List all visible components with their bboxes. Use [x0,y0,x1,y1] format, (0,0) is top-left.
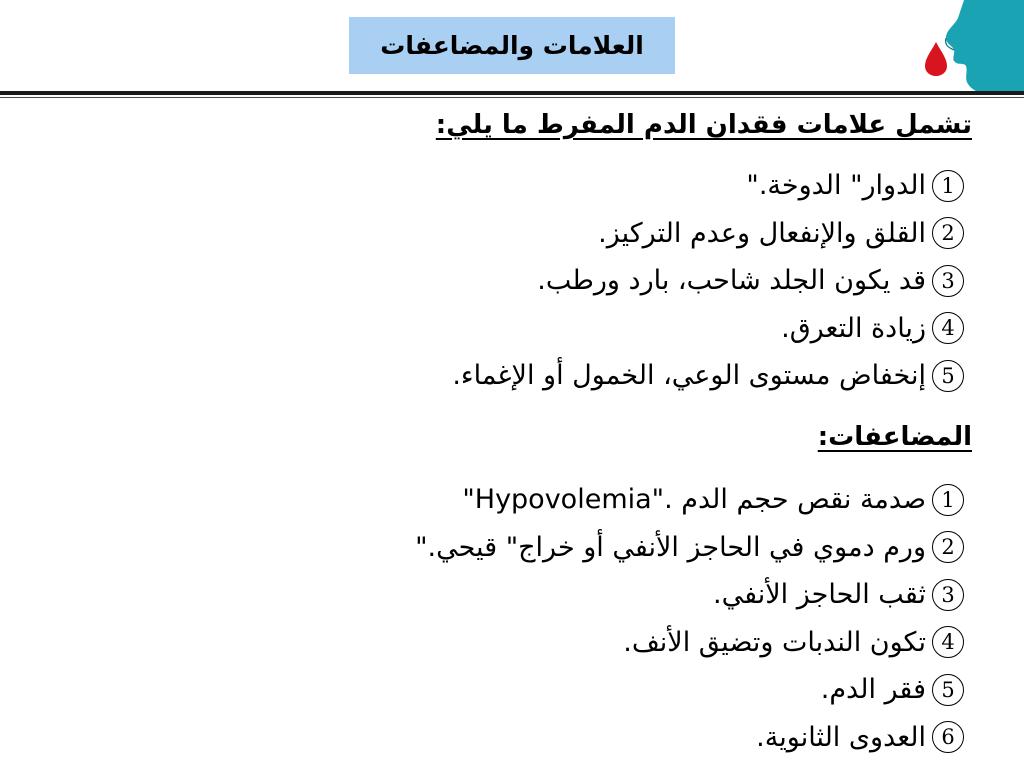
item-number-badge: 2 [932,531,964,563]
complications-list [415,476,964,761]
item-text: قد يكون الجلد شاحب، بارد ورطب. [537,265,926,297]
slide-title: العلامات والمضاعفات [349,17,675,74]
header-divider-thick [0,91,1024,95]
list-item [415,571,964,619]
signs-list [452,162,964,400]
list-item [415,714,964,762]
item-text: صدمة نقص حجم الدم ."Hypovolemia" [462,484,926,516]
complications-heading: المضاعفات: [817,422,972,452]
list-item [452,210,964,258]
item-number-badge: 2 [932,217,964,249]
list-item [452,305,964,353]
item-text: العدوى الثانوية. [756,721,926,753]
list-item [415,619,964,667]
item-number-badge: 3 [932,265,964,297]
list-item [415,524,964,572]
item-text: الدوار" الدوخة." [746,170,926,202]
list-item [415,666,964,714]
item-text: زيادة التعرق. [781,312,926,344]
nosebleed-logo-icon [920,0,1024,94]
list-item [415,476,964,524]
item-text: إنخفاض مستوى الوعي، الخمول أو الإغماء. [452,360,926,392]
item-number-badge: 1 [932,484,964,516]
item-text: تكون الندبات وتضيق الأنف. [623,626,926,658]
item-text: فقر الدم. [820,674,926,706]
item-number-badge: 5 [932,360,964,392]
item-text: ورم دموي في الحاجز الأنفي أو خراج" قيحي." [415,531,926,563]
item-number-badge: 3 [932,579,964,611]
signs-heading: تشمل علامات فقدان الدم المفرط ما يلي: [435,110,972,140]
list-item [452,162,964,210]
item-number-badge: 5 [932,674,964,706]
item-number-badge: 4 [932,312,964,344]
item-text: القلق والإنفعال وعدم التركيز. [598,217,926,249]
list-item [452,257,964,305]
item-number-badge: 4 [932,626,964,658]
list-item [452,352,964,400]
item-number-badge: 1 [932,170,964,202]
item-number-badge: 6 [932,721,964,753]
header-divider-thin [0,97,1024,98]
item-text: ثقب الحاجز الأنفي. [713,579,926,611]
